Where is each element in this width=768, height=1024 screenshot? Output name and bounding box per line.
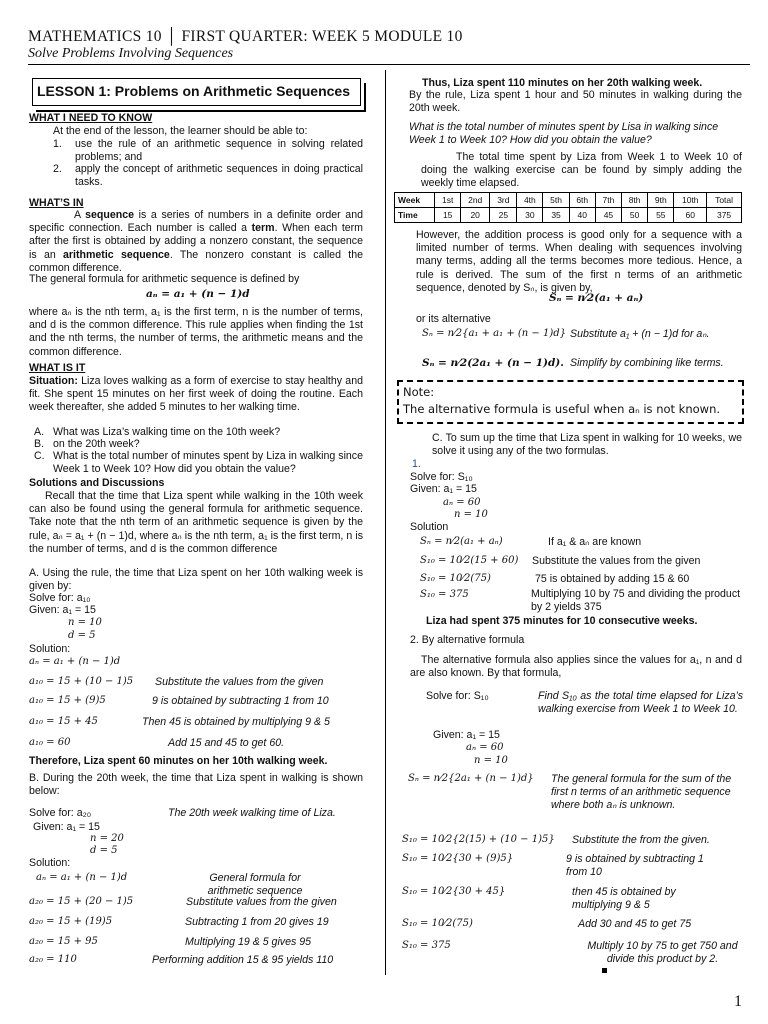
- page-header-title: MATHEMATICS 10 │ FIRST QUARTER: WEEK 5 MODULE 10: [28, 28, 463, 45]
- alt-formula-1-note: Substitute a₁ + (n − 1)d for aₙ.: [570, 328, 710, 340]
- alt-formula-1: Sₙ = n⁄2{a₁ + a₁ + (n − 1)d}: [422, 328, 566, 339]
- c1-step-eq: Sₙ = n⁄2(a₁ + aₙ): [420, 536, 503, 547]
- step-a-note: Then 45 is obtained by multiplying 9 & 5: [142, 716, 330, 728]
- note-title: Note:: [403, 385, 435, 399]
- whats-in-heading: WHAT’S IN: [29, 197, 84, 209]
- situation-label: Situation:: [29, 375, 78, 387]
- solve-for-a20-note: The 20th week walking time of Liza.: [168, 807, 336, 819]
- c2-given-an: aₙ = 60: [466, 742, 504, 753]
- table-cell: 45: [595, 208, 621, 223]
- c1-given-n: n = 10: [454, 509, 488, 520]
- general-formula-intro: The general formula for arithmetic sequence is defined by: [29, 273, 300, 285]
- method-1-number: 1.: [412, 458, 421, 470]
- however-paragraph: However, the addition process is good only for a sequence with a limited number of terms. When dealing with sequences involving many terms, adding all the terms becomes more tedious. Hence, a rule is derived. The sum of the first n terms of an arithmetic sequence, denoted by Sₙ, is given by,: [416, 229, 742, 294]
- table-cell: 10th: [674, 193, 707, 208]
- table-cell: 375: [707, 208, 742, 223]
- situation-paragraph: [29, 375, 363, 415]
- c1-step-note: If a₁ & aₙ are known: [548, 536, 642, 548]
- need-to-know-intro: At the end of the lesson, the learner should be able to:: [53, 125, 308, 137]
- c2-heading: 2. By alternative formula: [410, 634, 525, 646]
- question-letter: A.: [34, 426, 45, 438]
- table-cell: 5th: [543, 193, 569, 208]
- c1-step-eq: S₁₀ = 10⁄2(75): [420, 573, 491, 584]
- c2-step-eq: S₁₀ = 10⁄2{2(15) + (10 − 1)5}: [402, 834, 555, 845]
- step-b-note: Performing addition 15 & 95 yields 110: [152, 954, 334, 966]
- c2-step-note: Multiply 10 by 75 to get 750 and divide this product by 2.: [587, 940, 738, 966]
- recall-paragraph: Recall that the time that Liza spent while walking in the 10th week can also be found using the general formula for arithmetic sequence. Take note that the nth term of an arithmetic sequence is given by the rule, aₙ = a₁ + (n − 1)d, where aₙ is the nth term, a₁ is the first term, n is the number of terms, and d is the common difference: [29, 490, 363, 555]
- table-cell: 3rd: [490, 193, 517, 208]
- column-divider: [385, 70, 386, 975]
- table-cell: 40: [569, 208, 595, 223]
- table-row: [395, 193, 742, 208]
- given-d: d = 5: [90, 845, 118, 856]
- question-item: What was Liza’s walking time on the 10th week?: [53, 426, 281, 438]
- objective-number: 2.: [53, 163, 62, 175]
- step-b-eq: a₂₀ = 15 + 95: [29, 936, 98, 947]
- sum-formula: Sₙ = n⁄2(a₁ + aₙ): [549, 292, 644, 304]
- c1-step-eq: S₁₀ = 10⁄2(15 + 60): [420, 555, 519, 566]
- step-a-eq: a₁₀ = 60: [29, 737, 71, 748]
- table-cell: 1st: [435, 193, 461, 208]
- table-cell: 4th: [517, 193, 543, 208]
- question-letter: C.: [34, 450, 45, 462]
- page-number: 1: [734, 993, 742, 1010]
- table-cell: 35: [543, 208, 569, 223]
- table-cell: 50: [622, 208, 648, 223]
- step-b-eq: a₂₀ = 15 + (19)5: [29, 916, 113, 927]
- rule-equation: aₙ = a₁ + (n − 1)d: [29, 656, 121, 667]
- step-b-eq: a₂₀ = 15 + (20 − 1)5: [29, 896, 134, 907]
- conclusion-b: Thus, Liza spent 110 minutes on her 20th walking week.: [422, 77, 703, 89]
- total-text: The total time spent by Liza from Week 1 to Week 10 of doing the walking exercise can be found by simply adding the weekly time elapsed.: [421, 151, 742, 190]
- step-a-eq: a₁₀ = 15 + (10 − 1)5: [29, 676, 134, 687]
- c2-given-a1: Given: a₁ = 15: [433, 729, 500, 741]
- c2-step-note: 9 is obtained by subtracting 1 from 10: [566, 853, 704, 879]
- table-cell: 55: [648, 208, 674, 223]
- step-a-note: Substitute the values from the given: [155, 676, 324, 688]
- step-b-note: Substitute values from the given: [186, 896, 337, 908]
- table-cell: 6th: [569, 193, 595, 208]
- solutions-heading: Solutions and Discussions: [29, 477, 165, 489]
- c1-given-an: aₙ = 60: [443, 497, 481, 508]
- step-a-note: Add 15 and 45 to get 60.: [168, 737, 285, 749]
- solve-for-a20: Solve for: a₂₀: [29, 807, 92, 819]
- part-c-intro: C. To sum up the time that Liza spent in walking for 10 weeks, we solve it using any of the two formulas.: [432, 432, 742, 458]
- c1-solve-for: Solve for: S₁₀: [410, 471, 473, 483]
- solve-for-a10: Solve for: a₁₀: [29, 592, 91, 604]
- part-b-intro: B. During the 20th week, the time that Liza spent in walking is shown below:: [29, 772, 363, 798]
- lesson-title-box: [32, 78, 361, 106]
- c2-intro: The alternative formula also applies since the values for a₁, n and d are also known. By that formula,: [410, 654, 742, 680]
- c2-step-eq: S₁₀ = 10⁄2{30 + (9)5}: [402, 853, 514, 864]
- table-cell: 7th: [595, 193, 621, 208]
- step-b-eq: a₂₀ = 110: [29, 954, 77, 965]
- step-b-eq: aₙ = a₁ + (n − 1)d: [36, 872, 128, 883]
- table-header-time: Time: [395, 208, 435, 223]
- total-question: What is the total number of minutes spent by Lisa in walking since Week 1 to Week 10? How did you obtain the value?: [409, 121, 719, 147]
- formula-explanation: where aₙ is the nth term, a₁ is the first term, n is the number of terms, and d is the common difference. This rule applies when finding the 1st and the nth terms, the number of terms, the arithmetic means and the common difference.: [29, 306, 363, 358]
- situation-text: Liza loves walking as a form of exercise to stay healthy and fit. She spent 15 minutes on her first week of doing the routine. Each week thereafter, she added 5 minutes to her walking time.: [29, 375, 363, 414]
- given-d: d = 5: [68, 630, 96, 641]
- table-cell: 2nd: [460, 193, 489, 208]
- table-cell: 25: [490, 208, 517, 223]
- given-a1: Given: a₁ = 15: [29, 604, 96, 616]
- lesson-title: LESSON 1: Problems on Arithmetic Sequences: [37, 83, 351, 99]
- c2-step-note: Add 30 and 45 to get 75: [578, 918, 692, 930]
- alt-formula-2: Sₙ = n⁄2(2a₁ + (n − 1)d).: [422, 357, 564, 369]
- objective-number: 1.: [53, 138, 62, 150]
- step-b-note: Subtracting 1 from 20 gives 19: [185, 916, 329, 928]
- step-a-eq: a₁₀ = 15 + 45: [29, 716, 98, 727]
- c2-given-n: n = 10: [474, 755, 508, 766]
- alternative-label: or its alternative: [416, 313, 491, 325]
- table-cell: 30: [517, 208, 543, 223]
- table-cell: 60: [674, 208, 707, 223]
- c2-solve-for-note: Find S₁₀ as the total time elapsed for Liza’s walking exercise from Week 1 to Week 10.: [538, 690, 743, 716]
- table-row: [395, 208, 742, 223]
- c2-step-note: The general formula for the sum of the first n terms of an arithmetic sequence where both aₙ is unknown.: [551, 773, 732, 812]
- question-item: on the 20th week?: [53, 438, 140, 450]
- c1-given-a1: Given: a₁ = 15: [410, 483, 477, 495]
- c2-step-note: Substitute the from the given.: [572, 834, 710, 846]
- alt-formula-2-note: Simplify by combining like terms.: [570, 357, 724, 369]
- table-cell: 15: [435, 208, 461, 223]
- c1-step-note: 75 is obtained by adding 15 & 60: [535, 573, 690, 585]
- c2-solve-for: Solve for: S₁₀: [426, 690, 489, 702]
- table-cell: 8th: [622, 193, 648, 208]
- c2-step-eq: S₁₀ = 10⁄2(75): [402, 918, 473, 929]
- table-cell: 9th: [648, 193, 674, 208]
- c2-step-eq: S₁₀ = 375: [402, 940, 451, 951]
- objective-item: use the rule of an arithmetic sequence in solving related problems; and: [75, 138, 363, 164]
- given-n: n = 10: [68, 617, 102, 628]
- objective-item: apply the concept of arithmetic sequences in doing practical tasks.: [75, 163, 363, 189]
- c2-step-note: then 45 is obtained by multiplying 9 & 5: [572, 886, 676, 912]
- conclusion-a: Therefore, Liza spent 60 minutes on her 10th walking week.: [29, 755, 328, 767]
- c1-step-eq: S₁₀ = 375: [420, 589, 469, 600]
- general-formula: aₙ = a₁ + (n − 1)d: [146, 288, 250, 300]
- given-n: n = 20: [90, 833, 124, 844]
- c1-solution-label: Solution: [410, 521, 449, 533]
- part-a-intro: A. Using the rule, the time that Liza spent on her 10th walking week is given by:: [29, 567, 363, 593]
- weekly-time-table: [394, 192, 742, 223]
- given-a1: Given: a₁ = 15: [33, 821, 100, 833]
- step-a-eq: a₁₀ = 15 + (9)5: [29, 695, 106, 706]
- c2-step-eq: S₁₀ = 10⁄2{30 + 45}: [402, 886, 506, 897]
- header-divider: [28, 64, 750, 65]
- solution-label: Solution:: [29, 643, 71, 655]
- c1-conclusion: Liza had spent 375 minutes for 10 consecutive weeks.: [426, 615, 698, 627]
- step-b-note: General formula for arithmetic sequence: [207, 872, 303, 898]
- rule-line: By the rule, Liza spent 1 hour and 50 minutes in walking during the 20th week.: [409, 89, 742, 115]
- whats-in-paragraph: A sequence is a series of numbers in a definite order and specific connection. Each number is called a term. When each term after the first is obtained by adding a nonzero constant, the sequence is an arithmetic sequence. The nonzero constant is called the common difference.: [29, 209, 364, 274]
- end-marker: [602, 968, 607, 973]
- note-text: The alternative formula is useful when aₙ is not known.: [403, 402, 721, 416]
- question-letter: B.: [34, 438, 45, 450]
- step-b-note: Multiplying 19 & 5 gives 95: [185, 936, 312, 948]
- table-cell: 20: [460, 208, 489, 223]
- c2-step-eq: Sₙ = n⁄2{2a₁ + (n − 1)d}: [408, 773, 534, 784]
- note-box: [397, 380, 744, 424]
- c1-step-note: Substitute the values from the given: [532, 555, 701, 567]
- question-item: What is the total number of minutes spent by Liza in walking since Week 1 to Week 10? How did you obtain the value?: [53, 450, 363, 476]
- what-is-it-heading: WHAT IS IT: [29, 362, 86, 374]
- table-header-week: Week: [395, 193, 435, 208]
- table-cell: Total: [707, 193, 742, 208]
- need-to-know-heading: WHAT I NEED TO KNOW: [29, 112, 153, 124]
- solution-label: Solution:: [29, 857, 71, 869]
- step-a-note: 9 is obtained by subtracting 1 from 10: [152, 695, 329, 707]
- page-header-subtitle: Solve Problems Involving Sequences: [28, 46, 234, 61]
- c1-step-note: Multiplying 10 by 75 and dividing the product by 2 yields 375: [531, 588, 741, 614]
